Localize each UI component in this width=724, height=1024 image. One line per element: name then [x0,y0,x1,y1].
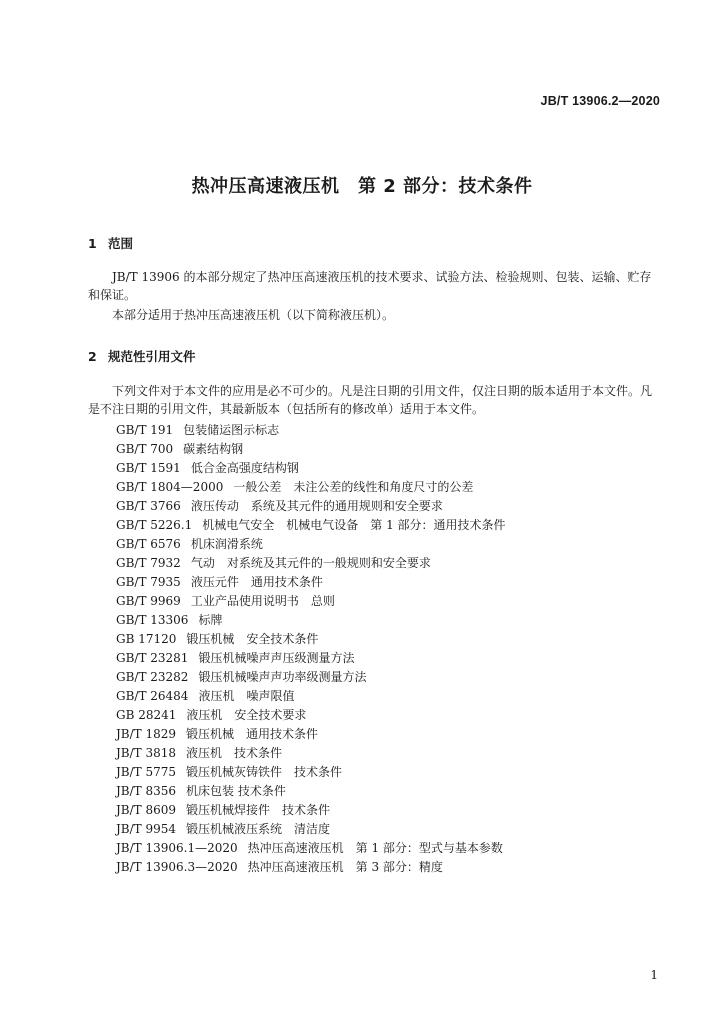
reference-title: 液压机 安全技术要求 [186,708,307,722]
reference-title: 包装储运图示标志 [183,423,280,437]
reference-code: GB/T 3766 [116,499,181,513]
reference-item [116,801,676,820]
reference-title: 液压机 噪声限值 [198,689,295,703]
reference-code: GB/T 23281 [116,651,189,665]
reference-title: 锻压机械 通用技术条件 [186,727,319,741]
reference-item [116,630,676,649]
reference-title: 标牌 [198,613,223,627]
reference-title: 碳素结构钢 [183,442,244,456]
normative-references-list [116,421,676,877]
page-number: 1 [650,968,658,982]
reference-code: JB/T 8356 [116,784,177,798]
reference-item [116,839,676,858]
reference-code: GB/T 9969 [116,594,181,608]
reference-code: GB/T 26484 [116,689,189,703]
reference-code: JB/T 3818 [116,746,177,760]
reference-item [116,782,676,801]
reference-code: GB/T 23282 [116,670,189,684]
reference-title: 机械电气安全 机械电气设备 第 1 部分：通用技术条件 [202,518,506,532]
reference-item [116,535,676,554]
reference-title: 机床包装 技术条件 [186,784,286,798]
reference-item [116,478,676,497]
reference-item [116,706,676,725]
reference-code: GB 17120 [116,632,177,646]
reference-title: 一般公差 未注公差的线性和角度尺寸的公差 [233,480,474,494]
reference-title: 锻压机械噪声声功率级测量方法 [198,670,367,684]
reference-title: 工业产品使用说明书 总则 [190,594,335,608]
reference-code: GB/T 6576 [116,537,181,551]
reference-code: GB/T 1591 [116,461,181,475]
reference-title: 锻压机械噪声声压级测量方法 [198,651,355,665]
reference-title: 热冲压高速液压机 第 3 部分：精度 [247,860,443,874]
reference-item [116,421,676,440]
reference-code: GB/T 191 [116,423,174,437]
reference-title: 锻压机械焊接件 技术条件 [186,803,331,817]
reference-code: GB/T 7932 [116,556,181,570]
reference-code: JB/T 8609 [116,803,177,817]
reference-item [116,440,676,459]
reference-item [116,592,676,611]
scope-text: JB/T 13906 的本部分规定了热冲压高速液压机的技术要求、试验方法、检验规则、包装、运输、贮存和保证。 [88,270,652,302]
section-1-heading [88,234,133,252]
reference-code: JB/T 5775 [116,765,177,779]
reference-code: GB/T 5226.1 [116,518,193,532]
reference-item [116,611,676,630]
reference-item [116,687,676,706]
reference-item [116,497,676,516]
reference-code: GB/T 700 [116,442,174,456]
reference-title: 锻压机械液压系统 清洁度 [186,822,331,836]
section-number: 2 [88,349,97,364]
reference-title: 锻压机械灰铸铁件 技术条件 [186,765,343,779]
scope-paragraph [88,268,662,304]
reference-code: GB/T 7935 [116,575,181,589]
reference-code: JB/T 1829 [116,727,177,741]
reference-code: GB/T 13306 [116,613,189,627]
reference-item [116,459,676,478]
reference-title: 液压传动 系统及其元件的通用规则和安全要求 [190,499,443,513]
applicability-paragraph [88,306,662,324]
reference-item [116,744,676,763]
reference-title: 液压机 技术条件 [186,746,283,760]
reference-code: GB/T 1804—2000 [116,480,224,494]
reference-title: 热冲压高速液压机 第 1 部分：型式与基本参数 [247,841,503,855]
reference-title: 液压元件 通用技术条件 [190,575,323,589]
reference-title: 机床润滑系统 [190,537,263,551]
reference-code: JB/T 9954 [116,822,177,836]
reference-code: JB/T 13906.1—2020 [116,841,238,855]
reference-code: JB/T 13906.3—2020 [116,860,238,874]
section-title: 规范性引用文件 [108,349,196,364]
reference-title: 低合金高强度结构钢 [190,461,299,475]
reference-title: 气动 对系统及其元件的一般规则和安全要求 [190,556,431,570]
section-number: 1 [88,236,97,251]
section-title: 范围 [108,236,134,251]
references-intro-paragraph [88,382,662,418]
document-title: 热冲压高速液压机 第 2 部分：技术条件 [191,176,533,197]
reference-item [116,554,676,573]
references-intro-text: 下列文件对于本文件的应用是必不可少的。凡是注日期的引用文件，仅注日期的版本适用于本文件。凡是不注日期的引用文件，其最新版本（包括所有的修改单）适用于本文件。 [88,384,653,416]
reference-item [116,668,676,687]
reference-item [116,725,676,744]
reference-title: 锻压机械 安全技术条件 [186,632,319,646]
standard-code: JB/T 13906.2—2020 [540,94,660,108]
reference-item [116,763,676,782]
section-2-heading [88,347,196,365]
reference-item [116,820,676,839]
reference-code: GB 28241 [116,708,177,722]
reference-item [116,858,676,877]
reference-item [116,516,676,535]
applicability-text: 本部分适用于热冲压高速液压机（以下简称液压机）。 [112,308,395,322]
reference-item [116,649,676,668]
reference-item [116,573,676,592]
